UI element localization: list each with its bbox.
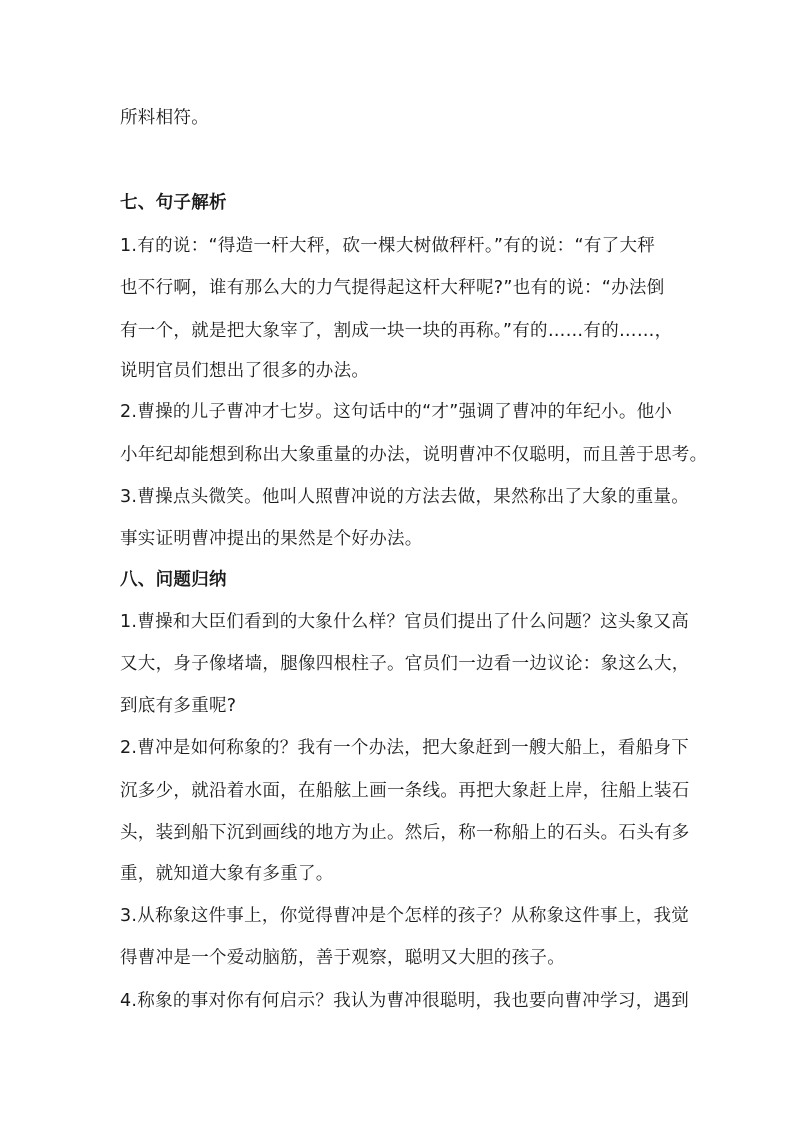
paragraph-line: 重，就知道大象有多重了。 bbox=[120, 864, 334, 884]
paragraph-line: 头，装到船下沉到画线的地方为止。然后，称一称船上的石头。石头有多 bbox=[120, 823, 690, 843]
paragraph-line: 3.曹操点头微笑。他叫人照曹冲说的方法去做，果然称出了大象的重量。 bbox=[120, 487, 690, 507]
paragraph-line: 到底有多重呢? bbox=[120, 696, 237, 716]
paragraph-line: 也不行啊，谁有那么大的力气提得起这杆大秤呢?”也有的说：“办法倒 bbox=[120, 278, 665, 298]
paragraph-line: 1.曹操和大臣们看到的大象什么样？官员们提出了什么问题？这头象又高 bbox=[120, 612, 690, 632]
paragraph-line: 有一个，就是把大象宰了，割成一块一块的再称。”有的……有的……， bbox=[120, 321, 673, 341]
section-8-heading: 八、问题归纳 bbox=[120, 570, 227, 590]
paragraph-line: 沉多少，就沿着水面，在船舷上画一条线。再把大象赶上岸，往船上装石 bbox=[120, 781, 690, 801]
paragraph-line: 3.从称象这件事上，你觉得曹冲是个怎样的孩子？从称象这件事上，我觉 bbox=[120, 906, 690, 926]
paragraph-line: 1.有的说：“得造一杆大秤，砍一棵大树做秤杆。”有的说：“有了大秤 bbox=[120, 236, 656, 256]
intro-tail-text: 所料相符。 bbox=[120, 108, 209, 128]
paragraph-line: 2.曹冲是如何称象的？我有一个办法，把大象赶到一艘大船上，看船身下 bbox=[120, 738, 690, 758]
paragraph-line: 小年纪却能想到称出大象重量的办法，说明曹冲不仅聪明，而且善于思考。 bbox=[120, 445, 708, 465]
paragraph-line: 事实证明曹冲提出的果然是个好办法。 bbox=[120, 529, 423, 549]
paragraph-line: 2.曹操的儿子曹冲才七岁。这句话中的“才”强调了曹冲的年纪小。他小 bbox=[120, 402, 673, 422]
section-7-heading: 七、句子解析 bbox=[120, 193, 227, 213]
paragraph-line: 得曹冲是一个爱动脑筋，善于观察，聪明又大胆的孩子。 bbox=[120, 948, 565, 968]
paragraph-line: 说明官员们想出了很多的办法。 bbox=[120, 361, 370, 381]
paragraph-line: 又大，身子像堵墙，腿像四根柱子。官员们一边看一边议论：象这么大， bbox=[120, 654, 690, 674]
paragraph-line: 4.称象的事对你有何启示？我认为曹冲很聪明，我也要向曹冲学习，遇到 bbox=[120, 991, 690, 1011]
